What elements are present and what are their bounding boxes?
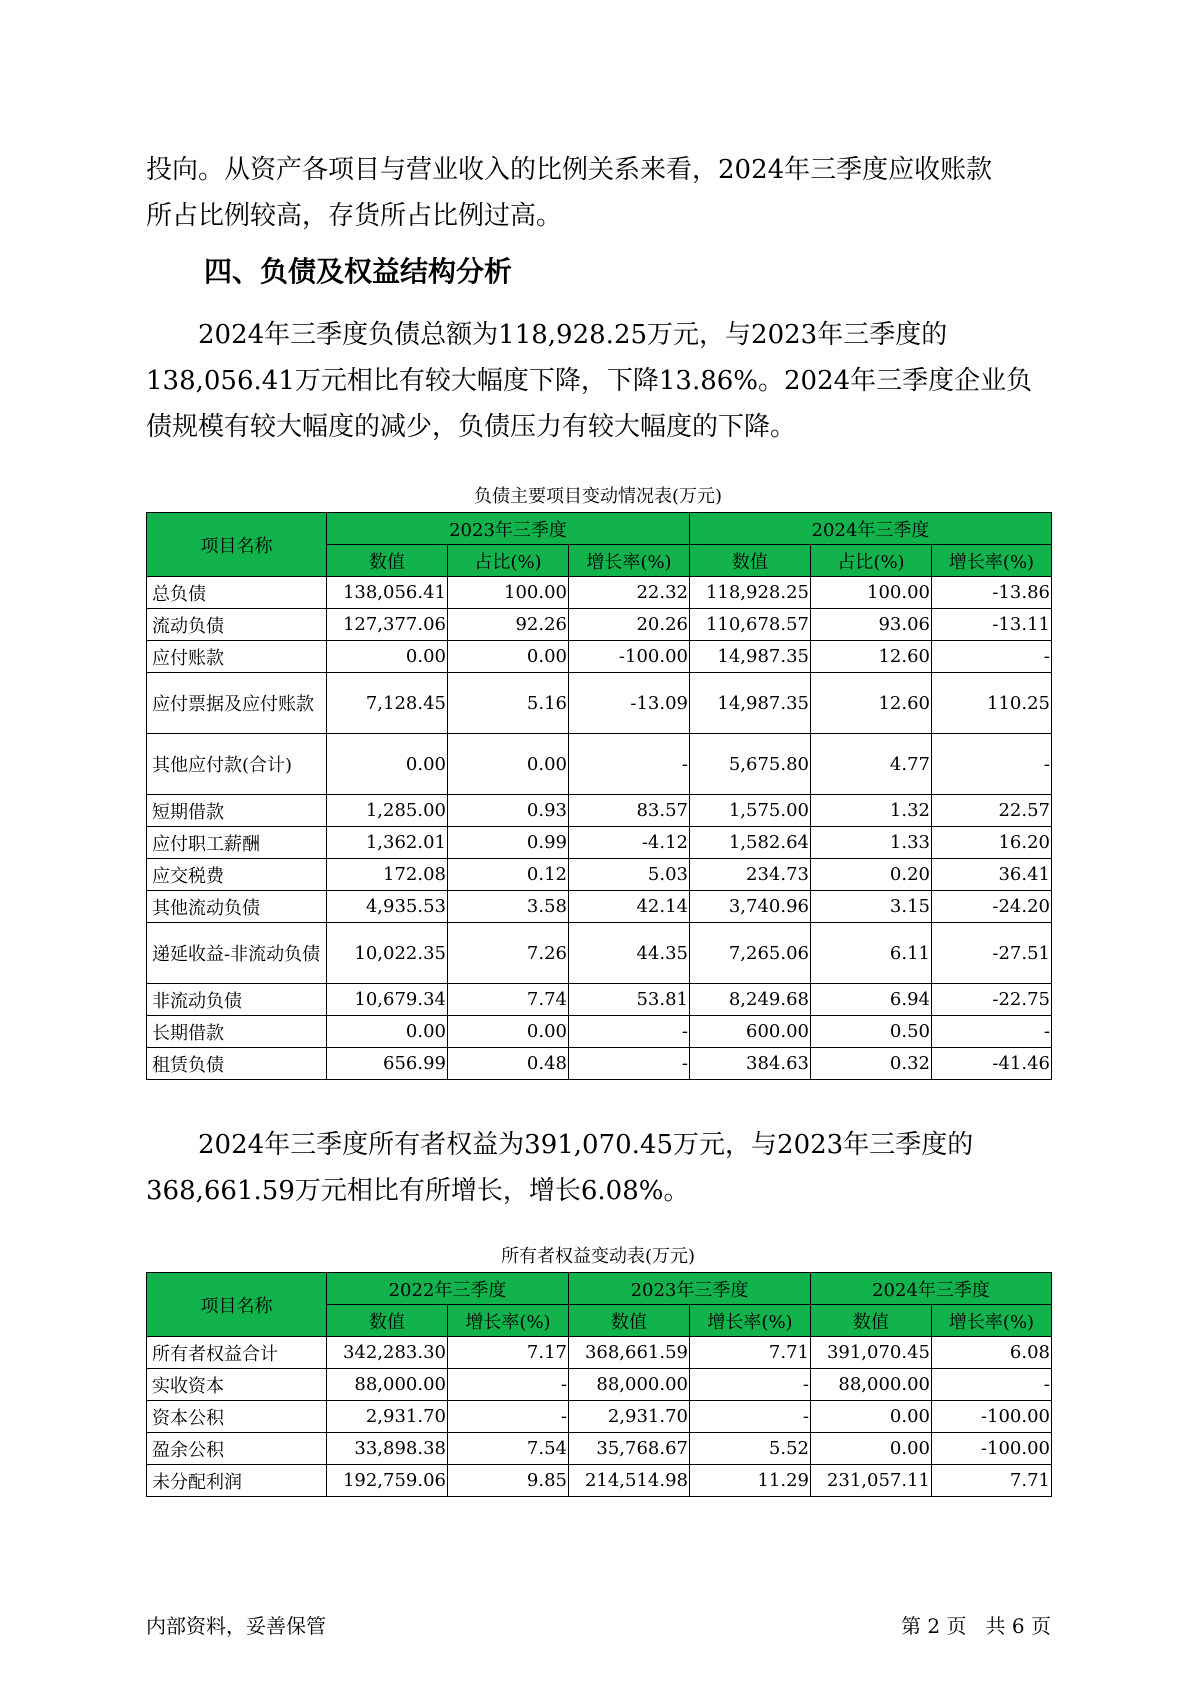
row-label: 长期借款 <box>147 1016 327 1048</box>
equity-table <box>146 1272 1052 1497</box>
table-cell: 93.06 <box>811 609 932 641</box>
period-header: 2022年三季度 <box>327 1273 569 1305</box>
table-cell: - <box>690 1401 811 1433</box>
table-cell: 42.14 <box>569 891 690 923</box>
section-heading: 四、负债及权益结构分析 <box>204 255 513 288</box>
table-cell: - <box>932 734 1052 795</box>
table-cell: 10,679.34 <box>327 984 448 1016</box>
table-cell: 192,759.06 <box>327 1465 448 1497</box>
table-cell: 656.99 <box>327 1048 448 1080</box>
table-cell: 0.48 <box>448 1048 569 1080</box>
table-cell: 110,678.57 <box>690 609 811 641</box>
table-cell: 9.85 <box>448 1465 569 1497</box>
table-cell: 7,265.06 <box>690 923 811 984</box>
table-cell: -22.75 <box>932 984 1052 1016</box>
table-cell: 2,931.70 <box>327 1401 448 1433</box>
table-cell: -13.09 <box>569 673 690 734</box>
table-cell: 88,000.00 <box>327 1369 448 1401</box>
table-cell: 35,768.67 <box>569 1433 690 1465</box>
table-row <box>147 641 1052 673</box>
column-header: 数值 <box>327 545 448 577</box>
table-cell: 8,249.68 <box>690 984 811 1016</box>
table-cell: 127,377.06 <box>327 609 448 641</box>
table-cell: 16.20 <box>932 827 1052 859</box>
table-cell: 234.73 <box>690 859 811 891</box>
table-cell: 1,285.00 <box>327 795 448 827</box>
table-cell: 20.26 <box>569 609 690 641</box>
equity-header-row-1 <box>147 1273 1052 1305</box>
liability-table-body <box>147 577 1052 1080</box>
intro-paragraph <box>146 147 1046 239</box>
row-label: 盈余公积 <box>147 1433 327 1465</box>
table-cell: 22.32 <box>569 577 690 609</box>
table-row <box>147 1433 1052 1465</box>
row-label: 租赁负债 <box>147 1048 327 1080</box>
table-cell: 0.20 <box>811 859 932 891</box>
table-cell: - <box>932 641 1052 673</box>
row-label: 所有者权益合计 <box>147 1337 327 1369</box>
row-label: 应付票据及应付账款 <box>147 673 327 734</box>
table-row <box>147 891 1052 923</box>
table-cell: -100.00 <box>932 1433 1052 1465</box>
row-label: 非流动负债 <box>147 984 327 1016</box>
table-row <box>147 827 1052 859</box>
column-header: 增长率(%) <box>690 1305 811 1337</box>
table-row <box>147 1465 1052 1497</box>
column-header: 增长率(%) <box>932 1305 1052 1337</box>
table-cell: 0.00 <box>327 641 448 673</box>
period-header: 2024年三季度 <box>811 1273 1052 1305</box>
table-cell: 384.63 <box>690 1048 811 1080</box>
item-name-header: 项目名称 <box>147 513 327 577</box>
table-cell: - <box>569 1016 690 1048</box>
row-label: 其他流动负债 <box>147 891 327 923</box>
table-cell: - <box>448 1401 569 1433</box>
table-cell: 138,056.41 <box>327 577 448 609</box>
table-cell: 1.32 <box>811 795 932 827</box>
liability-header-row-1 <box>147 513 1052 545</box>
table-cell: 600.00 <box>690 1016 811 1048</box>
table-cell: 33,898.38 <box>327 1433 448 1465</box>
table-cell: 0.00 <box>811 1433 932 1465</box>
table-row <box>147 1048 1052 1080</box>
row-label: 短期借款 <box>147 795 327 827</box>
row-label: 资本公积 <box>147 1401 327 1433</box>
table-cell: 2,931.70 <box>569 1401 690 1433</box>
table-cell: - <box>690 1369 811 1401</box>
table-cell: 3,740.96 <box>690 891 811 923</box>
table-cell: 4,935.53 <box>327 891 448 923</box>
table-cell: 0.00 <box>327 734 448 795</box>
table-cell: 10,022.35 <box>327 923 448 984</box>
table-cell: -41.46 <box>932 1048 1052 1080</box>
intro-line-2: 所占比例较高，存货所占比例过高。 <box>146 201 563 231</box>
table-cell: 1,582.64 <box>690 827 811 859</box>
equity-table-caption: 所有者权益变动表(万元) <box>500 1246 696 1267</box>
column-header: 占比(%) <box>811 545 932 577</box>
table-row <box>147 795 1052 827</box>
table-row <box>147 1369 1052 1401</box>
column-header: 数值 <box>811 1305 932 1337</box>
row-label: 应付职工薪酬 <box>147 827 327 859</box>
table-row <box>147 1337 1052 1369</box>
table-cell: -100.00 <box>569 641 690 673</box>
table-row <box>147 734 1052 795</box>
column-header: 数值 <box>569 1305 690 1337</box>
liability-paragraph <box>146 312 1046 450</box>
liability-table-caption: 负债主要项目变动情况表(万元) <box>473 486 723 507</box>
table-cell: 214,514.98 <box>569 1465 690 1497</box>
table-cell: - <box>448 1369 569 1401</box>
table-cell: 1,362.01 <box>327 827 448 859</box>
table-cell: 1.33 <box>811 827 932 859</box>
table-cell: 3.58 <box>448 891 569 923</box>
table-cell: 0.00 <box>448 1016 569 1048</box>
table-cell: 36.41 <box>932 859 1052 891</box>
column-header: 数值 <box>690 545 811 577</box>
table-cell: 83.57 <box>569 795 690 827</box>
table-cell: 1,575.00 <box>690 795 811 827</box>
table-cell: 3.15 <box>811 891 932 923</box>
table-cell: 92.26 <box>448 609 569 641</box>
equity-line-2: 368,661.59万元相比有所增长，增长6.08%。 <box>146 1176 690 1206</box>
equity-line-1: 2024年三季度所有者权益为391,070.45万元，与2023年三季度的 <box>198 1130 974 1160</box>
period-header: 2023年三季度 <box>327 513 690 545</box>
table-row <box>147 673 1052 734</box>
table-cell: 7.54 <box>448 1433 569 1465</box>
period-header: 2023年三季度 <box>569 1273 811 1305</box>
table-cell: 0.93 <box>448 795 569 827</box>
row-label: 流动负债 <box>147 609 327 641</box>
table-cell: 7.74 <box>448 984 569 1016</box>
table-row <box>147 609 1052 641</box>
table-cell: 6.08 <box>932 1337 1052 1369</box>
table-cell: 7.71 <box>932 1465 1052 1497</box>
table-cell: 5,675.80 <box>690 734 811 795</box>
table-cell: 118,928.25 <box>690 577 811 609</box>
table-cell: 53.81 <box>569 984 690 1016</box>
table-cell: 100.00 <box>448 577 569 609</box>
column-header: 占比(%) <box>448 545 569 577</box>
liability-line-1: 2024年三季度负债总额为118,928.25万元，与2023年三季度的 <box>198 320 948 350</box>
table-cell: -4.12 <box>569 827 690 859</box>
row-label: 其他应付款(合计) <box>147 734 327 795</box>
table-cell: 231,057.11 <box>811 1465 932 1497</box>
table-cell: 0.32 <box>811 1048 932 1080</box>
table-cell: 88,000.00 <box>569 1369 690 1401</box>
intro-line-1: 投向。从资产各项目与营业收入的比例关系来看，2024年三季度应收账款 <box>146 155 993 185</box>
row-label: 实收资本 <box>147 1369 327 1401</box>
column-header: 数值 <box>327 1305 448 1337</box>
table-cell: 0.00 <box>327 1016 448 1048</box>
table-row <box>147 984 1052 1016</box>
table-cell: 7.71 <box>690 1337 811 1369</box>
table-cell: -13.11 <box>932 609 1052 641</box>
equity-paragraph <box>146 1122 1046 1214</box>
table-cell: 7.17 <box>448 1337 569 1369</box>
column-header: 增长率(%) <box>569 545 690 577</box>
table-cell: 5.16 <box>448 673 569 734</box>
equity-table-body <box>147 1337 1052 1497</box>
column-header: 增长率(%) <box>932 545 1052 577</box>
item-name-header: 项目名称 <box>147 1273 327 1337</box>
table-cell: - <box>569 734 690 795</box>
table-row <box>147 577 1052 609</box>
table-cell: 14,987.35 <box>690 641 811 673</box>
table-cell: -100.00 <box>932 1401 1052 1433</box>
table-cell: 7.26 <box>448 923 569 984</box>
table-cell: 5.03 <box>569 859 690 891</box>
table-cell: 88,000.00 <box>811 1369 932 1401</box>
table-cell: 7,128.45 <box>327 673 448 734</box>
page-number: 第 2 页 共 6 页 <box>901 1614 1051 1638</box>
table-cell: -27.51 <box>932 923 1052 984</box>
table-cell: 6.94 <box>811 984 932 1016</box>
table-cell: 391,070.45 <box>811 1337 932 1369</box>
row-label: 应交税费 <box>147 859 327 891</box>
table-cell: - <box>932 1016 1052 1048</box>
table-cell: 11.29 <box>690 1465 811 1497</box>
row-label: 总负债 <box>147 577 327 609</box>
table-cell: 44.35 <box>569 923 690 984</box>
table-cell: 6.11 <box>811 923 932 984</box>
table-cell: 0.00 <box>811 1401 932 1433</box>
table-cell: -24.20 <box>932 891 1052 923</box>
table-cell: 5.52 <box>690 1433 811 1465</box>
table-cell: 0.00 <box>448 734 569 795</box>
table-cell: 0.99 <box>448 827 569 859</box>
liability-line-3: 债规模有较大幅度的减少，负债压力有较大幅度的下降。 <box>146 412 797 442</box>
table-cell: 12.60 <box>811 641 932 673</box>
table-cell: 14,987.35 <box>690 673 811 734</box>
table-cell: 0.12 <box>448 859 569 891</box>
table-row <box>147 1401 1052 1433</box>
table-row <box>147 1016 1052 1048</box>
table-row <box>147 923 1052 984</box>
table-cell: 110.25 <box>932 673 1052 734</box>
table-cell: 0.50 <box>811 1016 932 1048</box>
table-cell: 172.08 <box>327 859 448 891</box>
table-cell: 100.00 <box>811 577 932 609</box>
table-cell: 12.60 <box>811 673 932 734</box>
row-label: 递延收益-非流动负债 <box>147 923 327 984</box>
table-cell: 22.57 <box>932 795 1052 827</box>
row-label: 应付账款 <box>147 641 327 673</box>
liability-table <box>146 512 1052 1080</box>
period-header: 2024年三季度 <box>690 513 1052 545</box>
liability-line-2: 138,056.41万元相比有较大幅度下降，下降13.86%。2024年三季度企业负 <box>146 366 1033 396</box>
table-cell: -13.86 <box>932 577 1052 609</box>
column-header: 增长率(%) <box>448 1305 569 1337</box>
table-cell: 4.77 <box>811 734 932 795</box>
table-row <box>147 859 1052 891</box>
table-cell: 0.00 <box>448 641 569 673</box>
table-cell: 342,283.30 <box>327 1337 448 1369</box>
table-cell: 368,661.59 <box>569 1337 690 1369</box>
row-label: 未分配利润 <box>147 1465 327 1497</box>
footer-left: 内部资料，妥善保管 <box>146 1614 326 1638</box>
table-cell: - <box>932 1369 1052 1401</box>
table-cell: - <box>569 1048 690 1080</box>
